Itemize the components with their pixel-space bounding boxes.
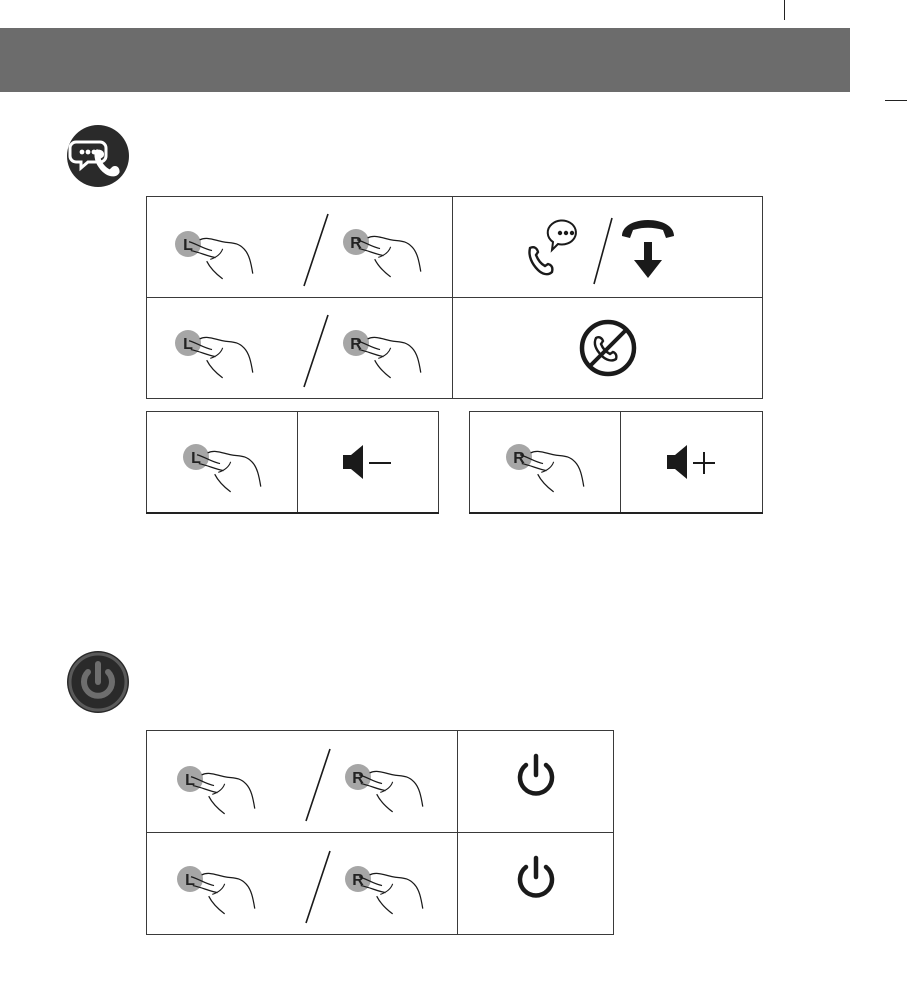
result-cell bbox=[453, 298, 763, 399]
volume-down-icon bbox=[333, 437, 403, 487]
left-earbud-touch-icon bbox=[177, 766, 255, 814]
reject-call-icon bbox=[568, 308, 648, 388]
crop-mark-horizontal bbox=[885, 100, 907, 101]
table-row bbox=[147, 197, 763, 298]
power-controls-table bbox=[146, 730, 614, 935]
result-cell bbox=[621, 412, 763, 513]
svg-text:R: R bbox=[352, 769, 364, 787]
slash-divider bbox=[594, 218, 612, 284]
right-earbud-touch-icon bbox=[345, 866, 423, 914]
power-icon bbox=[511, 853, 561, 903]
table-row bbox=[470, 412, 763, 513]
slash-divider bbox=[306, 749, 330, 821]
table-row bbox=[147, 298, 763, 399]
volume-up-table bbox=[469, 411, 763, 514]
svg-text:R: R bbox=[349, 336, 362, 353]
result-cell bbox=[458, 833, 614, 935]
svg-text:L: L bbox=[185, 771, 195, 789]
left-earbud-touch-icon bbox=[175, 231, 253, 279]
left-earbud-touch-icon bbox=[183, 444, 261, 492]
table-row bbox=[147, 833, 614, 935]
gesture-cell bbox=[147, 731, 458, 833]
slash-divider bbox=[304, 315, 328, 387]
slash-divider bbox=[306, 851, 330, 923]
right-earbud-touch-icon bbox=[345, 764, 423, 812]
svg-text:L: L bbox=[182, 237, 193, 254]
call-chat-icon bbox=[529, 220, 575, 274]
volume-up-icon bbox=[657, 437, 727, 487]
svg-text:R: R bbox=[349, 235, 362, 252]
right-earbud-touch-icon bbox=[506, 444, 584, 492]
left-earbud-touch-icon bbox=[175, 330, 253, 378]
right-earbud-touch-icon bbox=[343, 229, 421, 277]
slash-divider bbox=[304, 214, 328, 286]
gesture-cell bbox=[147, 412, 298, 513]
result-cell bbox=[453, 197, 763, 298]
table-row bbox=[147, 412, 439, 513]
hang-up-icon bbox=[622, 220, 674, 278]
result-cell bbox=[298, 412, 439, 513]
gesture-cell bbox=[147, 197, 453, 298]
svg-text:L: L bbox=[185, 871, 195, 889]
svg-text:R: R bbox=[352, 871, 364, 889]
table-row bbox=[147, 731, 614, 833]
result-cell bbox=[458, 731, 614, 833]
right-earbud-touch-icon bbox=[343, 330, 421, 378]
svg-text:R: R bbox=[513, 449, 525, 467]
crop-mark-vertical bbox=[784, 0, 785, 20]
volume-down-table bbox=[146, 411, 439, 514]
header-banner bbox=[0, 28, 850, 92]
gesture-cell bbox=[470, 412, 621, 513]
gesture-cell bbox=[147, 298, 453, 399]
svg-text:L: L bbox=[191, 449, 201, 467]
left-earbud-touch-icon bbox=[177, 866, 255, 914]
call-controls-table bbox=[146, 196, 763, 399]
call-chat-icon bbox=[66, 124, 130, 188]
svg-text:L: L bbox=[182, 336, 193, 353]
gesture-cell bbox=[147, 833, 458, 935]
power-icon bbox=[511, 751, 561, 801]
power-icon bbox=[66, 650, 130, 714]
